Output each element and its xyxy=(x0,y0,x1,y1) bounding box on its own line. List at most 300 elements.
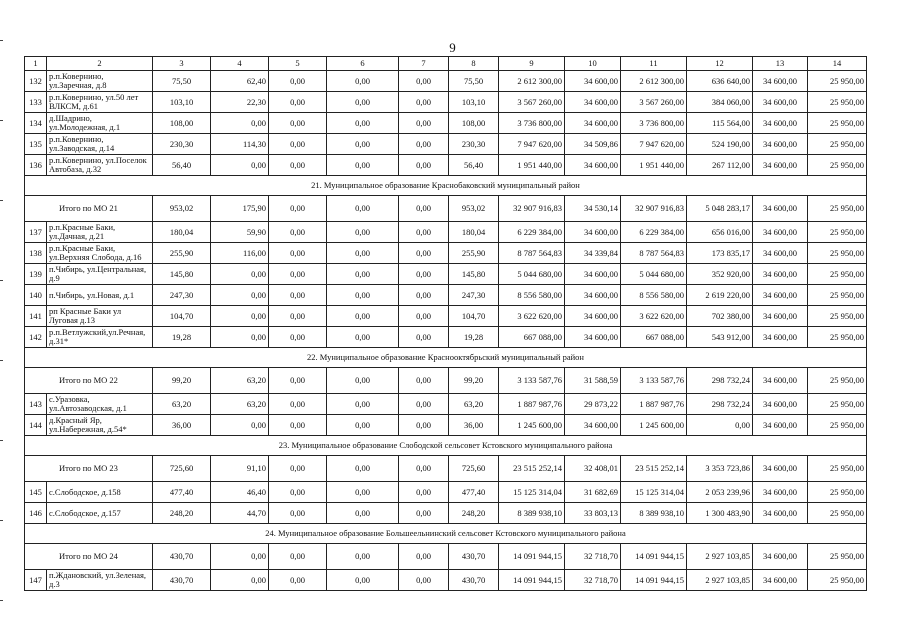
table-cell: 524 190,00 xyxy=(687,134,753,155)
table-cell: 34 600,00 xyxy=(753,482,808,503)
total-row xyxy=(25,368,867,394)
table-cell: 5 044 680,00 xyxy=(499,264,565,285)
table-cell: 0,00 xyxy=(211,570,269,591)
table-cell: 63,20 xyxy=(449,394,499,415)
table-cell: 248,20 xyxy=(153,503,211,524)
total-cell: 31 588,59 xyxy=(565,368,621,394)
section-row xyxy=(25,348,867,368)
table-cell: 25 950,00 xyxy=(808,327,867,348)
total-cell: 725,60 xyxy=(449,456,499,482)
table-cell: 25 950,00 xyxy=(808,482,867,503)
table-cell: 1 300 483,90 xyxy=(687,503,753,524)
table-cell: 430,70 xyxy=(153,570,211,591)
total-cell: 0,00 xyxy=(269,196,327,222)
table-cell: 104,70 xyxy=(449,306,499,327)
table-cell: 34 600,00 xyxy=(565,71,621,92)
section-title: 24. Муниципальное образование Большеельнинский сельсовет Кстовского муниципального района xyxy=(25,524,867,544)
table-cell: 116,00 xyxy=(211,243,269,264)
table-cell: 1 951 440,00 xyxy=(499,155,565,176)
table-cell: 0,00 xyxy=(269,503,327,524)
table-cell: 0,00 xyxy=(269,394,327,415)
table-cell: 0,00 xyxy=(211,264,269,285)
table-row xyxy=(25,264,867,285)
table-cell: 2 612 300,00 xyxy=(621,71,687,92)
table-row xyxy=(25,285,867,306)
table-row xyxy=(25,503,867,524)
table-cell: 247,30 xyxy=(153,285,211,306)
table-row xyxy=(25,113,867,134)
table-cell: 3 567 260,00 xyxy=(621,92,687,113)
table-cell: 33 803,13 xyxy=(565,503,621,524)
row-number: 142 xyxy=(25,327,47,348)
table-cell: 0,00 xyxy=(269,243,327,264)
table-cell: 56,40 xyxy=(449,155,499,176)
table-cell: 3 736 800,00 xyxy=(621,113,687,134)
total-cell: 0,00 xyxy=(399,544,449,570)
row-number: 135 xyxy=(25,134,47,155)
table-row xyxy=(25,306,867,327)
table-cell: 477,40 xyxy=(449,482,499,503)
total-row xyxy=(25,544,867,570)
table-cell: 543 912,00 xyxy=(687,327,753,348)
section-row xyxy=(25,436,867,456)
table-cell: 656 016,00 xyxy=(687,222,753,243)
table-cell: 248,20 xyxy=(449,503,499,524)
total-cell: 430,70 xyxy=(449,544,499,570)
total-cell: 23 515 252,14 xyxy=(621,456,687,482)
total-cell: 430,70 xyxy=(153,544,211,570)
table-row xyxy=(25,570,867,591)
table-cell: 25 950,00 xyxy=(808,243,867,264)
address-cell: п.Ждановский, ул.Зеленая, д.3 xyxy=(47,570,153,591)
column-number: 7 xyxy=(399,57,449,71)
table-cell: 36,00 xyxy=(153,415,211,436)
table-cell: 25 950,00 xyxy=(808,285,867,306)
table-cell: 0,00 xyxy=(327,327,399,348)
table-cell: 2 619 220,00 xyxy=(687,285,753,306)
table-cell: 145,80 xyxy=(153,264,211,285)
address-cell: рп Красные Баки ул Луговая д.13 xyxy=(47,306,153,327)
table-row xyxy=(25,222,867,243)
table-cell: 2 612 300,00 xyxy=(499,71,565,92)
table-cell: 1 245 600,00 xyxy=(621,415,687,436)
total-cell: 63,20 xyxy=(211,368,269,394)
table-cell: 0,00 xyxy=(687,415,753,436)
table-cell: 0,00 xyxy=(399,243,449,264)
column-number: 9 xyxy=(499,57,565,71)
table-cell: 0,00 xyxy=(211,415,269,436)
table-cell: 702 380,00 xyxy=(687,306,753,327)
table-cell: 34 600,00 xyxy=(753,285,808,306)
table-cell: 25 950,00 xyxy=(808,306,867,327)
table-cell: 0,00 xyxy=(269,155,327,176)
section-title: 21. Муниципальное образование Краснобаковский муниципальный район xyxy=(25,176,867,196)
table-cell: 0,00 xyxy=(399,264,449,285)
row-number: 138 xyxy=(25,243,47,264)
total-cell: 91,10 xyxy=(211,456,269,482)
table-cell: 25 950,00 xyxy=(808,113,867,134)
total-cell: 725,60 xyxy=(153,456,211,482)
table-cell: 7 947 620,00 xyxy=(499,134,565,155)
table-cell: 25 950,00 xyxy=(808,92,867,113)
address-cell: с.Слободское, д.157 xyxy=(47,503,153,524)
table-cell: 0,00 xyxy=(269,570,327,591)
table-cell: 34 600,00 xyxy=(565,92,621,113)
table-cell: 3 567 260,00 xyxy=(499,92,565,113)
table-cell: 29 873,22 xyxy=(565,394,621,415)
total-cell: 953,02 xyxy=(449,196,499,222)
table-cell: 0,00 xyxy=(211,113,269,134)
address-cell: р.п.Красные Баки, ул.Верхняя Слобода, д.16 xyxy=(47,243,153,264)
table-cell: 1 887 987,76 xyxy=(499,394,565,415)
total-cell: 25 950,00 xyxy=(808,196,867,222)
table-cell: 14 091 944,15 xyxy=(621,570,687,591)
table-cell: 180,04 xyxy=(449,222,499,243)
table-cell: 0,00 xyxy=(399,155,449,176)
table-cell: 0,00 xyxy=(269,71,327,92)
table-cell: 0,00 xyxy=(327,482,399,503)
address-cell: п.Чибирь, ул.Центральная, д.9 xyxy=(47,264,153,285)
total-cell: 2 927 103,85 xyxy=(687,544,753,570)
table-cell: 0,00 xyxy=(269,482,327,503)
table-cell: 34 600,00 xyxy=(565,285,621,306)
total-cell: 298 732,24 xyxy=(687,368,753,394)
table-cell: 0,00 xyxy=(399,285,449,306)
total-cell: 34 600,00 xyxy=(753,456,808,482)
table-cell: 59,90 xyxy=(211,222,269,243)
table-cell: 19,28 xyxy=(153,327,211,348)
table-cell: 0,00 xyxy=(399,327,449,348)
table-cell: 0,00 xyxy=(327,71,399,92)
table-cell: 34 600,00 xyxy=(753,570,808,591)
table-cell: 25 950,00 xyxy=(808,503,867,524)
total-cell: 5 048 283,17 xyxy=(687,196,753,222)
address-cell: с.Уразовка, ул.Автозаводская, д.1 xyxy=(47,394,153,415)
table-cell: 14 091 944,15 xyxy=(499,570,565,591)
table-cell: 0,00 xyxy=(399,394,449,415)
total-cell: 14 091 944,15 xyxy=(621,544,687,570)
table-cell: 34 600,00 xyxy=(753,134,808,155)
table-cell: 34 600,00 xyxy=(753,415,808,436)
total-cell: 0,00 xyxy=(269,544,327,570)
table-cell: 230,30 xyxy=(153,134,211,155)
total-cell: 0,00 xyxy=(327,456,399,482)
total-label: Итого по МО 22 xyxy=(25,368,153,394)
row-number: 143 xyxy=(25,394,47,415)
total-row xyxy=(25,196,867,222)
housing-program-table xyxy=(24,56,867,591)
table-cell: 0,00 xyxy=(269,415,327,436)
table-cell: 31 682,69 xyxy=(565,482,621,503)
table-cell: 34 600,00 xyxy=(753,155,808,176)
table-cell: 0,00 xyxy=(269,264,327,285)
table-cell: 34 600,00 xyxy=(753,222,808,243)
table-cell: 34 600,00 xyxy=(565,155,621,176)
table-cell: 108,00 xyxy=(153,113,211,134)
table-cell: 0,00 xyxy=(269,285,327,306)
table-cell: 25 950,00 xyxy=(808,222,867,243)
table-cell: 34 339,84 xyxy=(565,243,621,264)
table-row xyxy=(25,243,867,264)
table-cell: 0,00 xyxy=(269,92,327,113)
row-number: 136 xyxy=(25,155,47,176)
table-cell: 32 718,70 xyxy=(565,570,621,591)
column-number: 8 xyxy=(449,57,499,71)
table-cell: 34 600,00 xyxy=(753,327,808,348)
total-row xyxy=(25,456,867,482)
column-number: 10 xyxy=(565,57,621,71)
table-cell: 0,00 xyxy=(269,113,327,134)
total-cell: 32 907 916,83 xyxy=(499,196,565,222)
row-number: 133 xyxy=(25,92,47,113)
row-number: 134 xyxy=(25,113,47,134)
total-cell: 32 408,01 xyxy=(565,456,621,482)
total-cell: 0,00 xyxy=(327,196,399,222)
table-cell: 0,00 xyxy=(211,327,269,348)
column-number: 14 xyxy=(808,57,867,71)
table-cell: 63,20 xyxy=(153,394,211,415)
table-cell: 0,00 xyxy=(399,113,449,134)
table-cell: 8 389 938,10 xyxy=(499,503,565,524)
table-row xyxy=(25,482,867,503)
total-label: Итого по МО 21 xyxy=(25,196,153,222)
table-cell: 430,70 xyxy=(449,570,499,591)
table-cell: 25 950,00 xyxy=(808,264,867,285)
total-cell: 3 353 723,86 xyxy=(687,456,753,482)
table-cell: 0,00 xyxy=(327,113,399,134)
total-cell: 34 600,00 xyxy=(753,544,808,570)
total-cell: 175,90 xyxy=(211,196,269,222)
table-cell: 25 950,00 xyxy=(808,570,867,591)
table-cell: 0,00 xyxy=(327,155,399,176)
column-number: 3 xyxy=(153,57,211,71)
table-cell: 22,30 xyxy=(211,92,269,113)
row-number: 132 xyxy=(25,71,47,92)
table-cell: 2 927 103,85 xyxy=(687,570,753,591)
total-cell: 0,00 xyxy=(211,544,269,570)
row-number: 140 xyxy=(25,285,47,306)
table-cell: 34 600,00 xyxy=(753,503,808,524)
table-cell: 15 125 314,04 xyxy=(499,482,565,503)
table-cell: 0,00 xyxy=(327,134,399,155)
table-cell: 0,00 xyxy=(327,285,399,306)
table-cell: 3 622 620,00 xyxy=(499,306,565,327)
column-number: 2 xyxy=(47,57,153,71)
table-cell: 75,50 xyxy=(449,71,499,92)
table-cell: 34 600,00 xyxy=(753,243,808,264)
total-cell: 34 600,00 xyxy=(753,368,808,394)
table-cell: 0,00 xyxy=(399,222,449,243)
table-row xyxy=(25,134,867,155)
table-cell: 3 736 800,00 xyxy=(499,113,565,134)
row-number: 147 xyxy=(25,570,47,591)
total-cell: 32 718,70 xyxy=(565,544,621,570)
table-row xyxy=(25,71,867,92)
table-cell: 0,00 xyxy=(327,415,399,436)
column-number-row xyxy=(25,57,867,71)
section-title: 23. Муниципальное образование Слободской сельсовет Кстовского муниципального района xyxy=(25,436,867,456)
table-cell: 2 053 239,96 xyxy=(687,482,753,503)
table-cell: 25 950,00 xyxy=(808,134,867,155)
table-cell: 34 600,00 xyxy=(565,327,621,348)
section-row xyxy=(25,176,867,196)
table-cell: 0,00 xyxy=(211,285,269,306)
table-cell: 44,70 xyxy=(211,503,269,524)
table-cell: 46,40 xyxy=(211,482,269,503)
column-number: 5 xyxy=(269,57,327,71)
table-cell: 75,50 xyxy=(153,71,211,92)
table-cell: 7 947 620,00 xyxy=(621,134,687,155)
table-cell: 0,00 xyxy=(399,306,449,327)
table-cell: 0,00 xyxy=(327,222,399,243)
address-cell: с.Слободское, д.158 xyxy=(47,482,153,503)
total-cell: 34 530,14 xyxy=(565,196,621,222)
row-number: 137 xyxy=(25,222,47,243)
table-cell: 34 600,00 xyxy=(565,113,621,134)
table-cell: 25 950,00 xyxy=(808,415,867,436)
table-cell: 352 920,00 xyxy=(687,264,753,285)
table-cell: 34 600,00 xyxy=(565,264,621,285)
address-cell: п.Чибирь, ул.Новая, д.1 xyxy=(47,285,153,306)
table-cell: 0,00 xyxy=(399,134,449,155)
address-cell: д.Красный Яр, ул.Набережная, д.54* xyxy=(47,415,153,436)
table-cell: 8 556 580,00 xyxy=(621,285,687,306)
total-cell: 0,00 xyxy=(327,544,399,570)
table-row xyxy=(25,394,867,415)
table-row xyxy=(25,155,867,176)
table-cell: 108,00 xyxy=(449,113,499,134)
address-cell: р.п.Ковернино, ул.Поселок Автобаза, д.32 xyxy=(47,155,153,176)
table-cell: 173 835,17 xyxy=(687,243,753,264)
table-cell: 34 600,00 xyxy=(753,71,808,92)
table-cell: 115 564,00 xyxy=(687,113,753,134)
table-cell: 25 950,00 xyxy=(808,71,867,92)
column-number: 1 xyxy=(25,57,47,71)
row-number: 145 xyxy=(25,482,47,503)
table-row xyxy=(25,327,867,348)
table-cell: 255,90 xyxy=(153,243,211,264)
table-cell: 62,40 xyxy=(211,71,269,92)
table-cell: 25 950,00 xyxy=(808,394,867,415)
table-cell: 667 088,00 xyxy=(499,327,565,348)
address-cell: р.п.Ветлужский,ул.Речная, д.31* xyxy=(47,327,153,348)
table-cell: 267 112,00 xyxy=(687,155,753,176)
row-number: 141 xyxy=(25,306,47,327)
address-cell: р.п.Красные Баки, ул.Дачная, д.21 xyxy=(47,222,153,243)
table-cell: 0,00 xyxy=(327,570,399,591)
table-cell: 0,00 xyxy=(327,264,399,285)
table-cell: 34 509,86 xyxy=(565,134,621,155)
table-cell: 1 887 987,76 xyxy=(621,394,687,415)
table-cell: 180,04 xyxy=(153,222,211,243)
table-cell: 247,30 xyxy=(449,285,499,306)
total-label: Итого по МО 24 xyxy=(25,544,153,570)
section-row xyxy=(25,524,867,544)
total-cell: 0,00 xyxy=(269,456,327,482)
table-cell: 103,10 xyxy=(153,92,211,113)
table-cell: 477,40 xyxy=(153,482,211,503)
section-title: 22. Муниципальное образование Краснооктябрьский муниципальный район xyxy=(25,348,867,368)
table-cell: 636 640,00 xyxy=(687,71,753,92)
row-number: 146 xyxy=(25,503,47,524)
table-cell: 8 787 564,83 xyxy=(499,243,565,264)
address-cell: р.п.Ковернино, ул.50 лет ВЛКСМ, д.61 xyxy=(47,92,153,113)
total-cell: 0,00 xyxy=(399,196,449,222)
binding-margin-marks xyxy=(0,0,3,640)
table-cell: 0,00 xyxy=(399,92,449,113)
total-cell: 0,00 xyxy=(327,368,399,394)
total-cell: 32 907 916,83 xyxy=(621,196,687,222)
table-cell: 0,00 xyxy=(269,134,327,155)
table-cell: 0,00 xyxy=(327,394,399,415)
total-cell: 3 133 587,76 xyxy=(499,368,565,394)
table-cell: 0,00 xyxy=(269,306,327,327)
total-cell: 0,00 xyxy=(399,456,449,482)
table-cell: 34 600,00 xyxy=(565,306,621,327)
table-cell: 0,00 xyxy=(269,222,327,243)
total-cell: 25 950,00 xyxy=(808,544,867,570)
table-cell: 0,00 xyxy=(327,243,399,264)
table-cell: 34 600,00 xyxy=(753,394,808,415)
total-cell: 99,20 xyxy=(153,368,211,394)
table-cell: 0,00 xyxy=(327,503,399,524)
table-cell: 6 229 384,00 xyxy=(621,222,687,243)
table-cell: 145,80 xyxy=(449,264,499,285)
table-cell: 0,00 xyxy=(399,570,449,591)
total-cell: 25 950,00 xyxy=(808,368,867,394)
table-row xyxy=(25,92,867,113)
table-cell: 34 600,00 xyxy=(753,264,808,285)
total-cell: 23 515 252,14 xyxy=(499,456,565,482)
address-cell: р.п.Ковернино, ул.Заречная, д.8 xyxy=(47,71,153,92)
row-number: 144 xyxy=(25,415,47,436)
table-cell: 34 600,00 xyxy=(565,222,621,243)
table-cell: 63,20 xyxy=(211,394,269,415)
column-number: 12 xyxy=(687,57,753,71)
total-cell: 99,20 xyxy=(449,368,499,394)
table-cell: 34 600,00 xyxy=(565,415,621,436)
total-cell: 0,00 xyxy=(269,368,327,394)
table-row xyxy=(25,415,867,436)
total-cell: 25 950,00 xyxy=(808,456,867,482)
table-cell: 230,30 xyxy=(449,134,499,155)
table-cell: 384 060,00 xyxy=(687,92,753,113)
table-cell: 15 125 314,04 xyxy=(621,482,687,503)
table-cell: 0,00 xyxy=(399,71,449,92)
table-cell: 56,40 xyxy=(153,155,211,176)
table-cell: 19,28 xyxy=(449,327,499,348)
table-cell: 0,00 xyxy=(327,306,399,327)
total-cell: 34 600,00 xyxy=(753,196,808,222)
column-number: 6 xyxy=(327,57,399,71)
address-cell: д.Шадрино, ул.Молодежная, д.1 xyxy=(47,113,153,134)
address-cell: р.п.Ковернино, ул.Заводская, д.14 xyxy=(47,134,153,155)
total-cell: 14 091 944,15 xyxy=(499,544,565,570)
table-cell: 25 950,00 xyxy=(808,155,867,176)
table-cell: 3 622 620,00 xyxy=(621,306,687,327)
table-cell: 0,00 xyxy=(211,306,269,327)
total-label: Итого по МО 23 xyxy=(25,456,153,482)
table-cell: 34 600,00 xyxy=(753,306,808,327)
page-number: 9 xyxy=(449,40,456,55)
table-cell: 0,00 xyxy=(399,503,449,524)
column-number: 11 xyxy=(621,57,687,71)
table-cell: 5 044 680,00 xyxy=(621,264,687,285)
table-cell: 104,70 xyxy=(153,306,211,327)
column-number: 13 xyxy=(753,57,808,71)
table-cell: 298 732,24 xyxy=(687,394,753,415)
total-cell: 3 133 587,76 xyxy=(621,368,687,394)
